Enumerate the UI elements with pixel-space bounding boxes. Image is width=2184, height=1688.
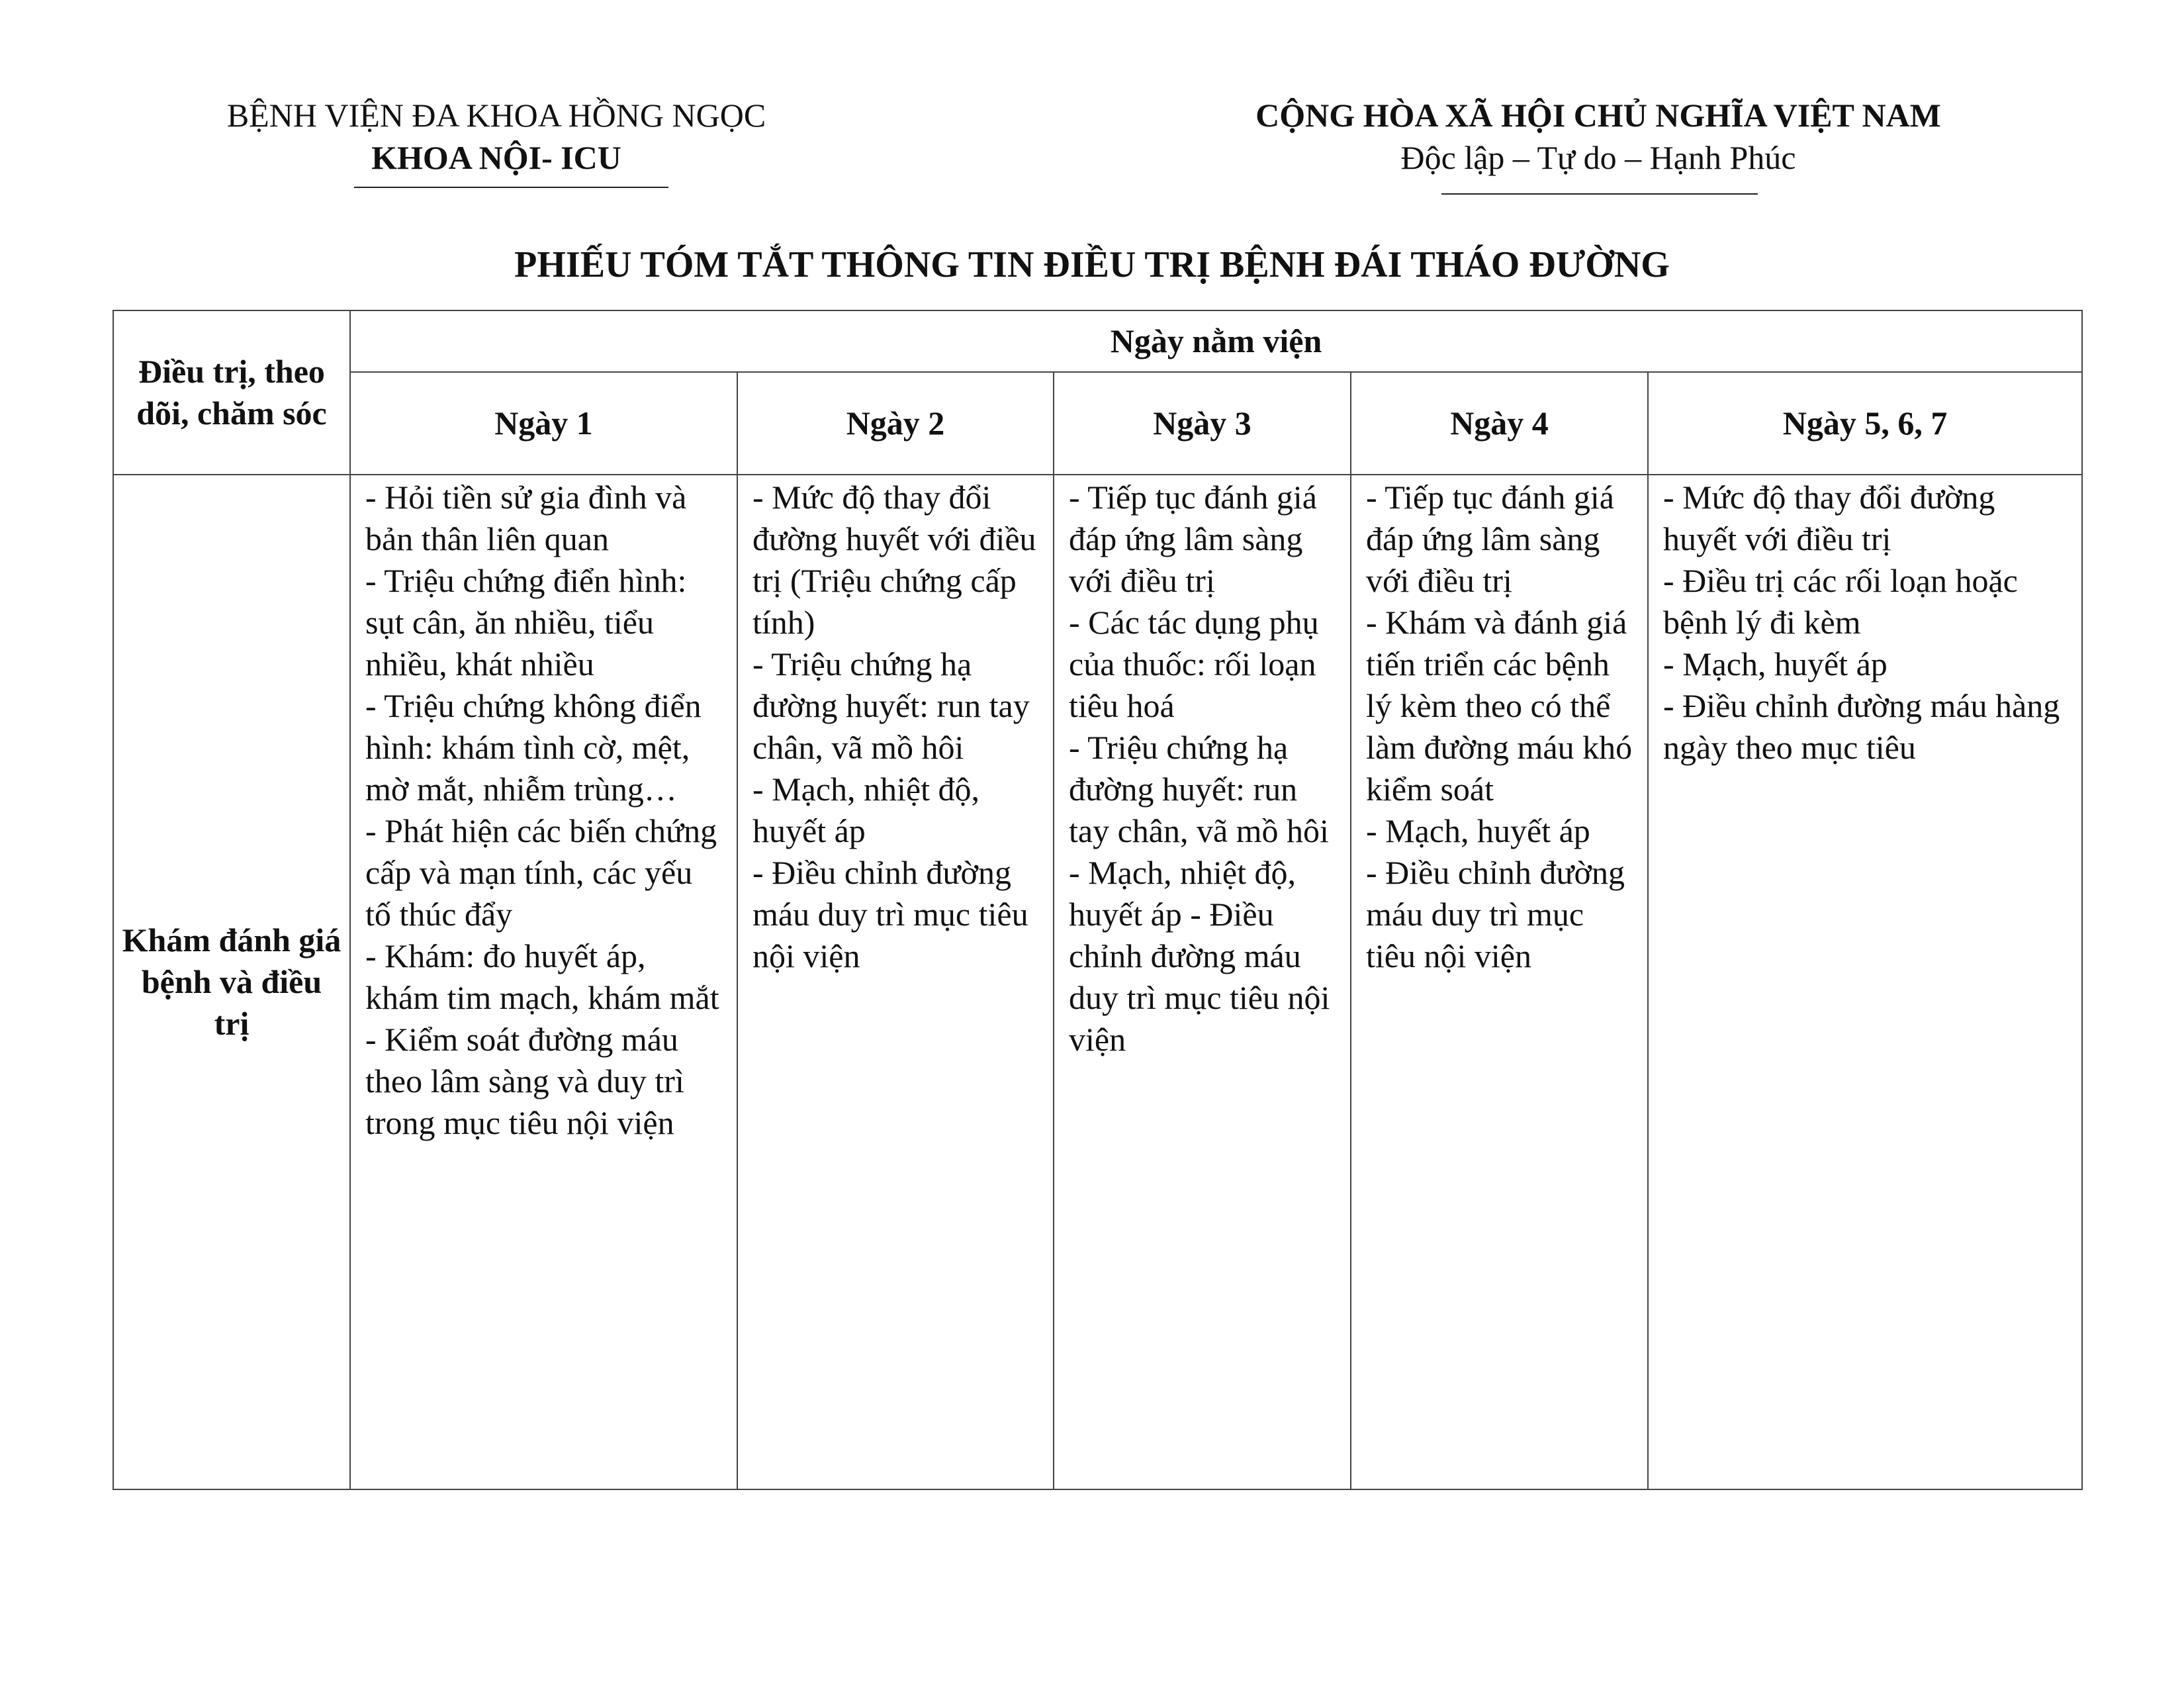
cell-item: - Mạch, nhiệt độ, huyết áp: [752, 771, 979, 849]
document-title: PHIẾU TÓM TẮT THÔNG TIN ĐIỀU TRỊ BỆNH ĐÁI THÁO ĐƯỜNG: [514, 244, 1670, 285]
cell-item: - Mức độ thay đổi đường huyết với điều trị (Triệu chứng cấp tính): [752, 479, 1036, 641]
cell-item: - Kiểm soát đường máu theo lâm sàng và duy trì trong mục tiêu nội viện: [365, 1021, 684, 1141]
corner-header: Điều trị, theo dõi, chăm sóc: [113, 310, 350, 475]
cell-item: - Mạch, huyết áp: [1366, 812, 1590, 849]
day-header: Ngày 1: [350, 372, 737, 475]
header-left: [185, 94, 807, 179]
day-header-row: [113, 372, 2082, 475]
day-4-cell: [1351, 475, 1648, 1489]
day-1-cell: [350, 475, 737, 1489]
day-header: Ngày 4: [1351, 372, 1648, 475]
cell-item: - Triệu chứng hạ đường huyết: run tay chân, vã mồ hôi - Mạch, nhiệt độ, huyết áp - Điều chỉnh đường máu duy trì mục tiêu nội viện: [1069, 729, 1330, 1058]
cell-item: - Tiếp tục đánh giá đáp ứng lâm sàng với điều trị: [1069, 479, 1317, 599]
cell-item: - Mức độ thay đổi đường huyết với điều trị: [1663, 479, 1995, 557]
cell-item: - Triệu chứng không điển hình: khám tình cờ, mệt, mờ mắt, nhiễm trùng…: [365, 687, 702, 808]
hospital-name: BỆNH VIỆN ĐA KHOA HỒNG NGỌC: [226, 97, 766, 134]
cell-item: - Khám và đánh giá tiến triển các bệnh lý kèm theo có thể làm đường máu khó kiểm soát: [1366, 604, 1633, 808]
day-header: Ngày 3: [1054, 372, 1351, 475]
department-name: KHOA NỘI- ICU: [371, 139, 621, 176]
country-name: CỘNG HÒA XÃ HỘI CHỦ NGHĨA VIỆT NAM: [1255, 97, 1941, 134]
day-header: Ngày 5, 6, 7: [1648, 372, 2082, 475]
table-header-row: [113, 310, 2082, 372]
hospital-days-header: Ngày nằm viện: [350, 310, 2082, 372]
cell-item: - Triệu chứng điển hình: sụt cân, ăn nhiều, tiểu nhiều, khát nhiều: [365, 562, 687, 682]
cell-item: - Khám: đo huyết áp, khám tim mạch, khám mắt: [365, 937, 719, 1016]
header-right: [1185, 94, 2012, 179]
header-left-underline: [354, 187, 668, 188]
day-5-7-cell: [1648, 475, 2082, 1489]
row-header: Khám đánh giá bệnh và điều trị: [113, 475, 350, 1489]
cell-item: - Điều chỉnh đường máu hàng ngày theo mục tiêu: [1663, 687, 2060, 766]
cell-item: - Điều chỉnh đường máu duy trì mục tiêu nội viện: [752, 854, 1028, 974]
cell-item: - Triệu chứng hạ đường huyết: run tay chân, vã mồ hôi: [752, 645, 1030, 766]
table-row: [113, 475, 2082, 1489]
national-motto: Độc lập – Tự do – Hạnh Phúc: [1400, 139, 1796, 176]
cell-item: - Điều chỉnh đường máu duy trì mục tiêu nội viện: [1366, 854, 1625, 974]
cell-item: - Điều trị các rối loạn hoặc bệnh lý đi kèm: [1663, 562, 2018, 641]
cell-item: - Hỏi tiền sử gia đình và bản thân liên quan: [365, 479, 687, 557]
day-header: Ngày 2: [737, 372, 1054, 475]
day-2-cell: [737, 475, 1054, 1489]
cell-item: - Tiếp tục đánh giá đáp ứng lâm sàng với điều trị: [1366, 479, 1614, 599]
treatment-summary-table: [113, 310, 2083, 1490]
cell-item: - Mạch, huyết áp: [1663, 645, 1888, 682]
header-right-underline: [1441, 193, 1758, 195]
cell-item: - Phát hiện các biến chứng cấp và mạn tính, các yếu tố thúc đẩy: [365, 812, 717, 933]
cell-item: - Các tác dụng phụ của thuốc: rối loạn tiêu hoá: [1069, 604, 1319, 724]
day-3-cell: [1054, 475, 1351, 1489]
